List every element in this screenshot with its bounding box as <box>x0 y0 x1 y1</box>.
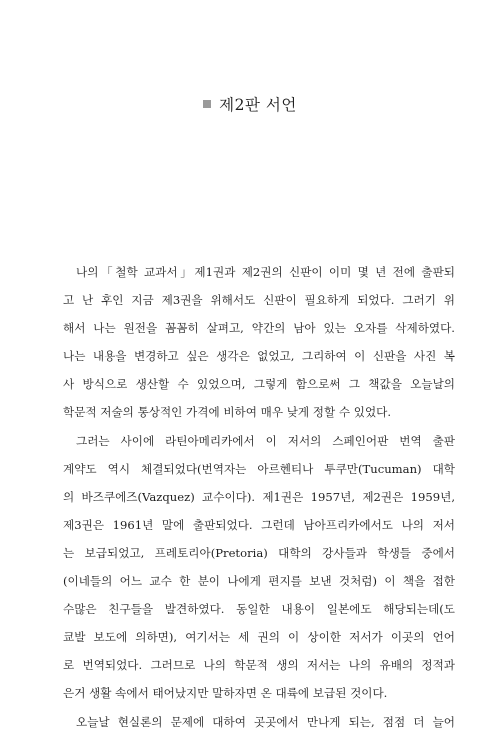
text-line: 해서 나는 원전을 꼼꼼히 살펴고, 약간의 남아 있는 오자를 삭제하였다. <box>63 321 455 336</box>
text-line: 학문적 저술의 통상적인 가격에 비하여 매우 낮게 정할 수 있었다. <box>63 405 392 420</box>
text-line: 나의「철학 교과서」제1권과 제2권의 신판이 이미 몇 년 전에 출판되 <box>76 265 455 279</box>
text-line: (이네들의 어느 교수 한 분이 나에게 편지를 보낸 것처럼) 이 책을 접한 <box>63 574 455 589</box>
text-line: 쿄발 보도에 의하면), 여기서는 세 권의 이 상이한 저서가 이곳의 언어 <box>63 630 455 645</box>
text-line: 수많은 친구들을 발견하였다. 동일한 내용이 일본에도 해당되는데(도 <box>63 602 455 617</box>
text-line: 는 보급되었고, 프레토리아(Pretoria) 대학의 강사들과 학생들 중에서 <box>63 545 455 560</box>
preface-body <box>63 258 455 736</box>
text-line: 사 방식으로 생산할 수 있었으며, 그렇게 함으로써 그 책값을 오늘날의 <box>63 377 455 392</box>
text-line: 제3권은 1961년 말에 출판되었다. 그런데 남아프리카에서도 나의 저서 <box>63 517 455 532</box>
text-line: 계약도 역시 체결되었다(번역자는 아르헨티나 투쿠만(Tucuman) 대학 <box>63 461 455 476</box>
text-line: 로 번역되었다. 그러므로 나의 학문적 생의 저서는 나의 유배의 정적과 <box>63 658 455 673</box>
text-line: 나는 내용을 변경하고 싶은 생각은 없었고, 그리하여 이 신판을 사진 복 <box>63 349 455 364</box>
text-line: 그러는 사이에 라틴아메리카에서 이 저서의 스페인어판 번역 출판 <box>76 433 455 448</box>
preface-heading <box>0 93 500 115</box>
text-line: 오늘날 현실론의 문제에 대하여 곳곳에서 만나게 되는, 점점 더 늘어 <box>76 714 455 729</box>
text-line: 의 바즈쿠에즈(Vazquez) 교수이다). 제1권은 1957년, 제2권은 1959년, <box>63 489 455 504</box>
text-line: 고 난 후인 지금 제3권을 위해서도 신판이 필요하게 되었다. 그러기 위 <box>63 293 455 308</box>
square-bullet-icon <box>203 100 211 108</box>
preface-title: 제2판 서언 <box>219 96 297 114</box>
text-line: 은거 생활 속에서 태어났지만 말하자면 온 대륙에 보급된 것이다. <box>63 686 388 701</box>
